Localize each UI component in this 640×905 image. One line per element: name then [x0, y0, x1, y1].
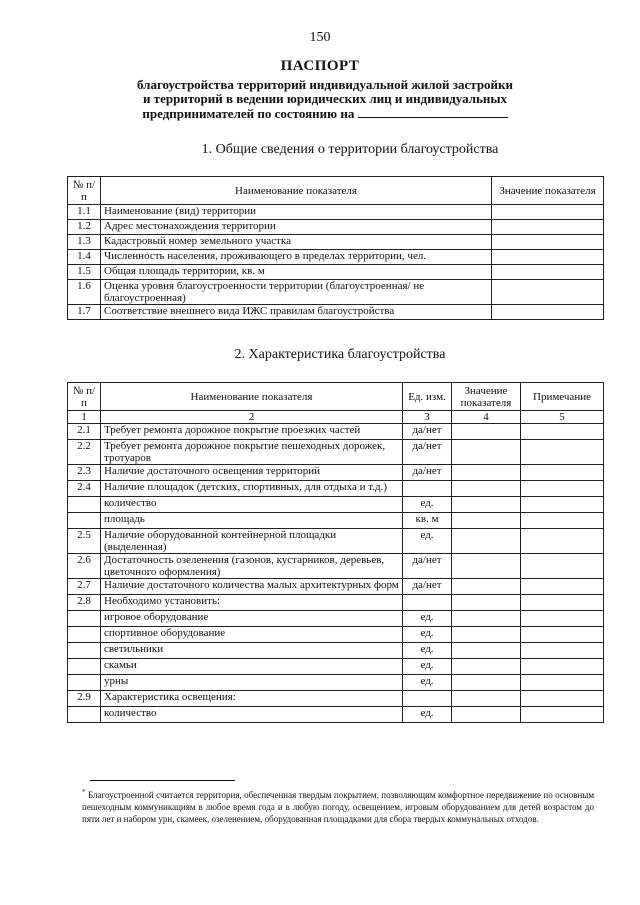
table-row	[68, 497, 604, 513]
row-value-cell[interactable]	[492, 250, 604, 265]
page-number: 150	[309, 30, 331, 45]
row-value-cell[interactable]	[452, 595, 521, 611]
row-indicator-name: Наличие достаточного освещения территорий	[101, 465, 403, 481]
row-indicator-name: Характеристика освещения:	[101, 691, 403, 707]
footnote	[82, 786, 594, 825]
row-number: 1.4	[68, 250, 101, 265]
row-value-cell[interactable]	[492, 280, 604, 305]
table-row	[68, 579, 604, 595]
table-row	[68, 424, 604, 440]
row-indicator-name: Наличие достаточного количества малых архитектурных форм	[101, 579, 403, 595]
row-note-cell[interactable]	[521, 440, 604, 465]
row-value-cell[interactable]	[452, 440, 521, 465]
row-indicator-name: Соответствие внешнего вида ИЖС правилам благоустройства	[101, 305, 492, 320]
table-row	[68, 707, 604, 723]
row-note-cell[interactable]	[521, 513, 604, 529]
row-note-cell[interactable]	[521, 675, 604, 691]
row-value-cell[interactable]	[452, 497, 521, 513]
row-number: 2.3	[68, 465, 101, 481]
row-number: 2.2	[68, 440, 101, 465]
row-number: 2.1	[68, 424, 101, 440]
row-note-cell[interactable]	[521, 611, 604, 627]
general-info-table	[67, 176, 604, 320]
table-row	[68, 220, 604, 235]
row-indicator-name: Необходимо установить:	[101, 595, 403, 611]
table-row	[68, 465, 604, 481]
characteristics-table	[67, 382, 604, 723]
row-note-cell[interactable]	[521, 481, 604, 497]
row-note-cell[interactable]	[521, 707, 604, 723]
row-indicator-name: светильники	[101, 643, 403, 659]
row-indicator-name: Требует ремонта дорожное покрытие пешеходных дорожек, тротуаров	[101, 440, 403, 465]
general-info-rows	[68, 205, 604, 320]
row-value-cell[interactable]	[492, 235, 604, 250]
row-indicator-name: Требует ремонта дорожное покрытие проезжих частей	[101, 424, 403, 440]
col-header-num: № п/п	[68, 383, 101, 411]
row-indicator-name: Кадастровый номер земельного участка	[101, 235, 492, 250]
row-unit: ед.	[403, 529, 452, 554]
row-value-cell[interactable]	[452, 627, 521, 643]
row-unit: ед.	[403, 627, 452, 643]
footnote-rule	[90, 780, 235, 781]
table-row	[68, 691, 604, 707]
row-note-cell[interactable]	[521, 627, 604, 643]
row-indicator-name: Наличие оборудованной контейнерной площадки (выделенная)	[101, 529, 403, 554]
row-value-cell[interactable]	[452, 707, 521, 723]
table-row	[68, 643, 604, 659]
row-indicator-name: спортивное оборудование	[101, 627, 403, 643]
row-note-cell[interactable]	[521, 554, 604, 579]
row-value-cell[interactable]	[452, 424, 521, 440]
row-unit: ед.	[403, 675, 452, 691]
row-note-cell[interactable]	[521, 643, 604, 659]
row-unit	[403, 691, 452, 707]
row-value-cell[interactable]	[452, 611, 521, 627]
row-indicator-name: Общая площадь территории, кв. м	[101, 265, 492, 280]
row-note-cell[interactable]	[521, 529, 604, 554]
row-number: 2.5	[68, 529, 101, 554]
row-number	[68, 611, 101, 627]
row-note-cell[interactable]	[521, 497, 604, 513]
row-number	[68, 659, 101, 675]
row-value-cell[interactable]	[452, 675, 521, 691]
table-row	[68, 659, 604, 675]
subtitle-line-3: предпринимателей по состоянию на	[90, 106, 560, 121]
row-note-cell[interactable]	[521, 691, 604, 707]
row-unit: ед.	[403, 611, 452, 627]
row-unit: кв. м	[403, 513, 452, 529]
col-index-2: 2	[101, 411, 403, 424]
row-value-cell[interactable]	[452, 691, 521, 707]
table-row	[68, 513, 604, 529]
row-unit: ед.	[403, 643, 452, 659]
row-unit: ед.	[403, 497, 452, 513]
row-indicator-name: Численность населения, проживающего в пределах территории, чел.	[101, 250, 492, 265]
row-number	[68, 497, 101, 513]
row-number	[68, 675, 101, 691]
row-value-cell[interactable]	[452, 659, 521, 675]
row-indicator-name: Наименование (вид) территории	[101, 205, 492, 220]
row-number: 2.4	[68, 481, 101, 497]
document-subtitle	[90, 78, 560, 121]
row-unit: да/нет	[403, 554, 452, 579]
col-header-name: Наименование показателя	[101, 383, 403, 411]
section-1-heading: 1. Общие сведения о территории благоустройства	[201, 142, 499, 157]
row-unit	[403, 595, 452, 611]
row-note-cell[interactable]	[521, 424, 604, 440]
row-number: 1.3	[68, 235, 101, 250]
table-row	[68, 529, 604, 554]
row-note-cell[interactable]	[521, 659, 604, 675]
col-header-name: Наименование показателя	[101, 177, 492, 205]
col-index-3: 3	[403, 411, 452, 424]
row-value-cell[interactable]	[492, 220, 604, 235]
subtitle-line-1: благоустройства территорий индивидуальной жилой застройки	[136, 77, 514, 92]
row-indicator-name: Оценка уровня благоустроенности территории (благоустроенная/ не благоустроенная)	[101, 280, 492, 305]
date-blank-field[interactable]	[358, 106, 508, 118]
row-indicator-name: площадь	[101, 513, 403, 529]
row-number: 1.1	[68, 205, 101, 220]
characteristics-rows	[68, 424, 604, 723]
row-number	[68, 627, 101, 643]
table-row	[68, 205, 604, 220]
col-header-note: Примечание	[521, 383, 604, 411]
col-index-1: 1	[68, 411, 101, 424]
row-number	[68, 707, 101, 723]
row-note-cell[interactable]	[521, 579, 604, 595]
document-title: ПАСПОРТ	[280, 58, 360, 74]
row-number	[68, 513, 101, 529]
col-header-num: № п/п	[68, 177, 101, 205]
row-value-cell[interactable]	[452, 481, 521, 497]
row-value-cell[interactable]	[492, 305, 604, 320]
row-number: 1.7	[68, 305, 101, 320]
row-indicator-name: скамьи	[101, 659, 403, 675]
row-number: 1.6	[68, 280, 101, 305]
row-unit: да/нет	[403, 440, 452, 465]
row-unit: да/нет	[403, 465, 452, 481]
row-unit: да/нет	[403, 579, 452, 595]
row-note-cell[interactable]	[521, 595, 604, 611]
row-unit: ед.	[403, 659, 452, 675]
row-indicator-name: количество	[101, 497, 403, 513]
row-number: 2.6	[68, 554, 101, 579]
row-number: 2.8	[68, 595, 101, 611]
row-indicator-name: количество	[101, 707, 403, 723]
row-number: 2.9	[68, 691, 101, 707]
row-indicator-name: Достаточность озеленения (газонов, кустарников, деревьев, цветочного оформления)	[101, 554, 403, 579]
row-value-cell[interactable]	[452, 643, 521, 659]
col-header-value: Значение показателя	[492, 177, 604, 205]
table-row	[68, 265, 604, 280]
table-row	[68, 280, 604, 305]
row-indicator-name: Адрес местонахождения территории	[101, 220, 492, 235]
table-row	[68, 627, 604, 643]
col-index-4: 4	[452, 411, 521, 424]
row-number	[68, 643, 101, 659]
footnote-text: Благоустроенной считается территория, обеспеченная твердым покрытием, позволяющим комфортное передвижение по основным пешеходным коммуникациям в любое время года и в любую погоду, освещением, игровым оборудованием для детей возрастом до пяти лет и набором урн, скамеек, озеленением, оборудованная площадками для сбора твердых коммунальных отходов.	[82, 790, 595, 824]
row-value-cell[interactable]	[452, 529, 521, 554]
row-indicator-name: Наличие площадок (детских, спортивных, для отдыха и т.д.)	[101, 481, 403, 497]
table-row	[68, 554, 604, 579]
row-unit: да/нет	[403, 424, 452, 440]
subtitle-line-2: и территорий в ведении юридических лиц и индивидуальных	[142, 91, 508, 106]
footnote-marker: *	[82, 788, 86, 796]
row-indicator-name: урны	[101, 675, 403, 691]
table-row	[68, 611, 604, 627]
row-number: 2.7	[68, 579, 101, 595]
section-2-heading: 2. Характеристика благоустройства	[234, 347, 446, 362]
row-note-cell[interactable]	[521, 465, 604, 481]
table-row	[68, 440, 604, 465]
row-value-cell[interactable]	[492, 205, 604, 220]
row-unit: ед.	[403, 707, 452, 723]
row-indicator-name: игровое оборудование	[101, 611, 403, 627]
row-value-cell[interactable]	[452, 513, 521, 529]
table-row	[68, 235, 604, 250]
table-row	[68, 675, 604, 691]
row-value-cell[interactable]	[452, 465, 521, 481]
table-row	[68, 250, 604, 265]
col-header-value: Значение показателя	[452, 383, 521, 411]
row-number: 1.5	[68, 265, 101, 280]
row-value-cell[interactable]	[452, 554, 521, 579]
col-header-unit: Ед. изм.	[403, 383, 452, 411]
row-value-cell[interactable]	[452, 579, 521, 595]
row-number: 1.2	[68, 220, 101, 235]
table-row	[68, 481, 604, 497]
col-index-5: 5	[521, 411, 604, 424]
table-row	[68, 595, 604, 611]
row-unit	[403, 481, 452, 497]
table-row	[68, 305, 604, 320]
row-value-cell[interactable]	[492, 265, 604, 280]
